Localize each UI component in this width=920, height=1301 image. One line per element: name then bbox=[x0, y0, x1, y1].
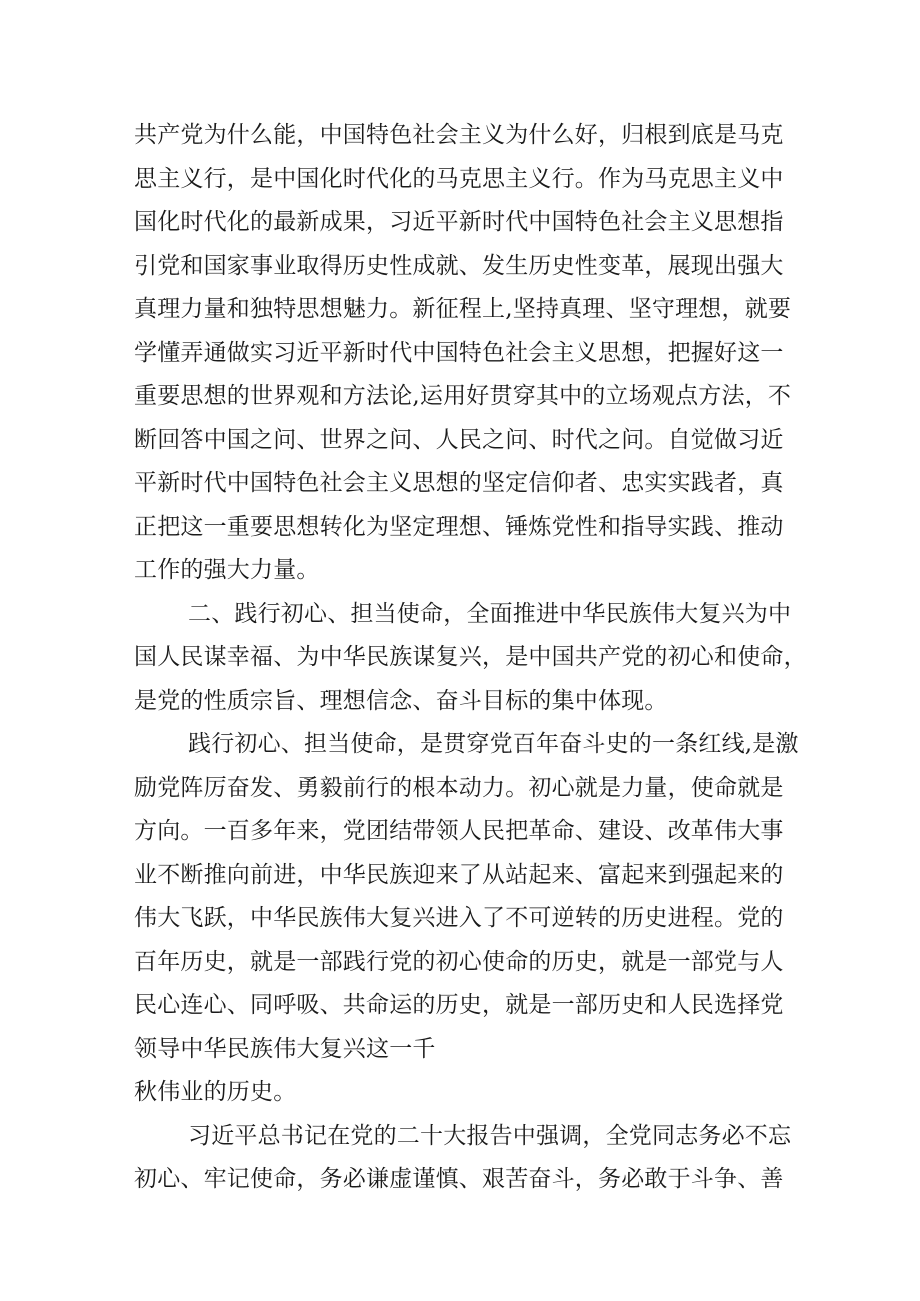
paragraph-first-line: 习近平总书记在党的二十大报告中强调，全党同志务必不忘 bbox=[188, 1122, 792, 1149]
paragraph-first-line: 践行初心、担当使命，是贯穿党百年奋斗史的一条红线,是激 bbox=[188, 731, 799, 757]
text-line: 初心、牢记使命，务必谦虚谨慎、艰苦奋斗，务必敢于斗争、善 bbox=[134, 1166, 784, 1192]
text-line: 正把这一重要思想转化为坚定理想、锤炼党性和指导实践、推动 bbox=[134, 513, 784, 540]
text-line: 伟大飞跃，中华民族伟大复兴进入了不可逆转的历史进程。党的 bbox=[134, 905, 784, 931]
text-line: 方向。一百多年来，党团结带领人民把革命、建设、改革伟大事 bbox=[134, 818, 784, 844]
text-line: 百年历史，就是一部践行党的初心使命的历史，就是一部党与人 bbox=[134, 948, 784, 975]
text-line: 共产党为什么能，中国特色社会主义为什么好，归根到底是马克 bbox=[134, 122, 784, 148]
text-line: 断回答中国之问、世界之问、人民之问、时代之问。自觉做习近 bbox=[134, 426, 784, 453]
text-line: 学懂弄通做实习近平新时代中国特色社会主义思想，把握好这一 bbox=[134, 339, 784, 366]
text-line: 业不断推向前进，中华民族迎来了从站起来、富起来到强起来的 bbox=[134, 861, 784, 888]
text-line: 领导中华民族伟大复兴这一千 bbox=[134, 1035, 436, 1062]
text-line: 励党阵厉奋发、勇毅前行的根本动力。初心就是力量，使命就是 bbox=[134, 774, 784, 801]
text-line: 平新时代中国特色社会主义思想的坚定信仰者、忠实实践者，真 bbox=[134, 470, 784, 496]
text-line: 是党的性质宗旨、理想信念、奋斗目标的集中体现。 bbox=[134, 687, 668, 714]
text-line: 工作的强大力量。 bbox=[134, 557, 320, 583]
text-line: 引党和国家事业取得历史性成就、发生历史性变革，展现出强大 bbox=[134, 252, 784, 279]
text-line: 秋伟业的历史。 bbox=[134, 1079, 297, 1105]
section-heading-line: 二、践行初心、担当使命，全面推进中华民族伟大复兴为中 bbox=[188, 600, 792, 627]
text-line: 重要思想的世界观和方法论,运用好贯穿其中的立场观点方法，不 bbox=[134, 383, 792, 409]
text-line: 民心连心、同呼吸、共命运的历史，就是一部历史和人民选择党 bbox=[134, 992, 784, 1018]
text-line: 思主义行，是中国化时代化的马克思主义行。作为马克思主义中 bbox=[134, 165, 784, 192]
body-text bbox=[134, 114, 807, 1202]
text-line: 国化时代化的最新成果，习近平新时代中国特色社会主义思想指 bbox=[134, 209, 784, 235]
text-line: 真理力量和独特思想魅力。新征程上,坚持真理、坚守理想，就要 bbox=[134, 296, 792, 322]
text-line: 国人民谋幸福、为中华民族谋复兴，是中国共产党的初心和使命， bbox=[134, 644, 807, 670]
